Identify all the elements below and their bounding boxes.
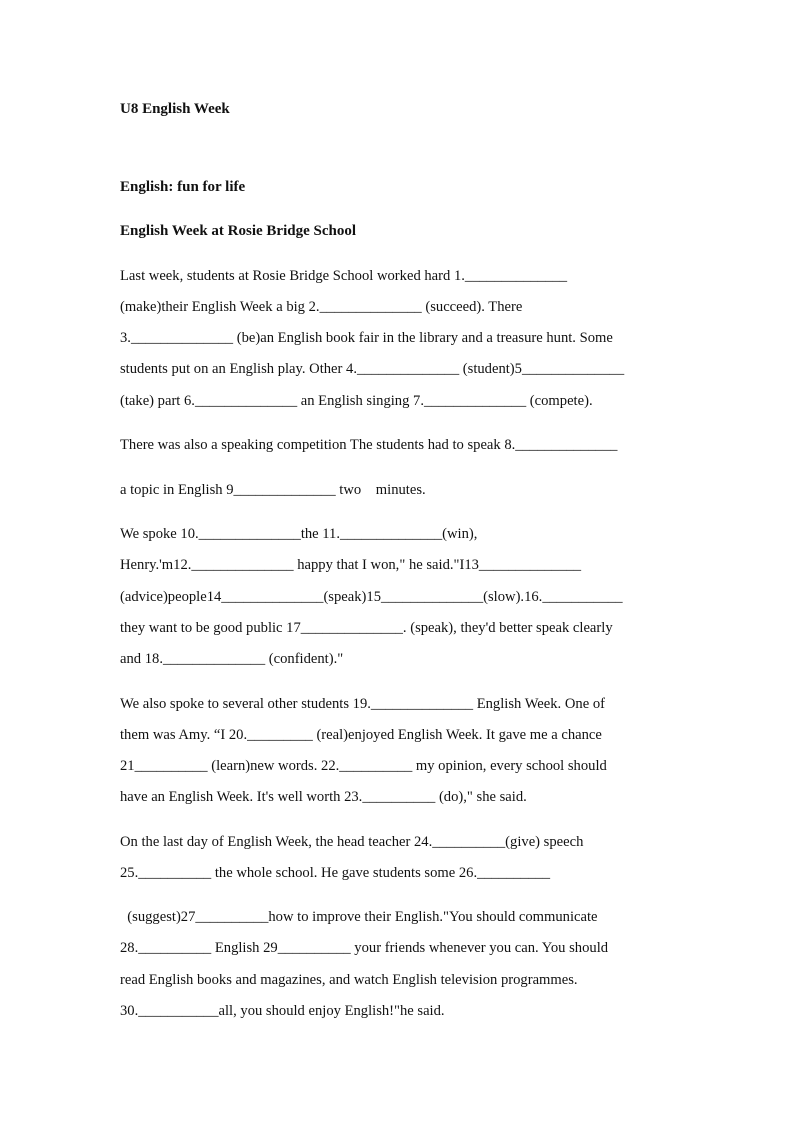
text-line: On the last day of English Week, the head teacher 24.__________(give) speech [120,834,584,850]
text-line: have an English Week. It's well worth 23.__________ (do)," she said. [120,789,527,805]
section-title: English: fun for life [120,179,246,195]
text-line: they want to be good public 17______________. (speak), they'd better speak clearly [120,620,613,636]
text-line: 3.______________ (be)an English book fair in the library and a treasure hunt. Some [120,330,613,346]
text-line: (suggest)27__________how to improve their English."You should communicate [120,909,598,925]
text-line: (make)their English Week a big 2.______________ (succeed). There [120,299,523,315]
text-line: read English books and magazines, and watch English television programmes. [120,972,578,988]
text-line: Last week, students at Rosie Bridge School worked hard 1.______________ [120,268,568,284]
text-line: We also spoke to several other students 19.______________ English Week. One of [120,696,605,712]
text-line: We spoke 10.______________the 11.______________(win), [120,526,478,542]
text-line: (take) part 6.______________ an English singing 7.______________ (compete). [120,393,593,409]
text-line: There was also a speaking competition The students had to speak 8.______________ [120,437,618,453]
unit-title: U8 English Week [120,101,230,117]
text-line: and 18.______________ (confident)." [120,651,344,667]
text-line: (advice)people14______________(speak)15______________(slow).16.___________ [120,589,623,605]
text-line: students put on an English play. Other 4.______________ (student)5______________ [120,361,625,377]
text-line: 21__________ (learn)new words. 22.__________ my opinion, every school should [120,758,607,774]
text-line: Henry.'m12.______________ happy that I won," he said."I13______________ [120,557,582,573]
text-line: them was Amy. “I 20._________ (real)enjoyed English Week. It gave me a chance [120,727,602,743]
text-line: a topic in English 9______________ two minutes. [120,482,426,498]
text-line: 25.__________ the whole school. He gave students some 26.__________ [120,865,551,881]
text-line: 28.__________ English 29__________ your friends whenever you can. You should [120,940,609,956]
text-line: 30.___________all, you should enjoy English!"he said. [120,1003,445,1019]
article-title: English Week at Rosie Bridge School [120,223,357,239]
